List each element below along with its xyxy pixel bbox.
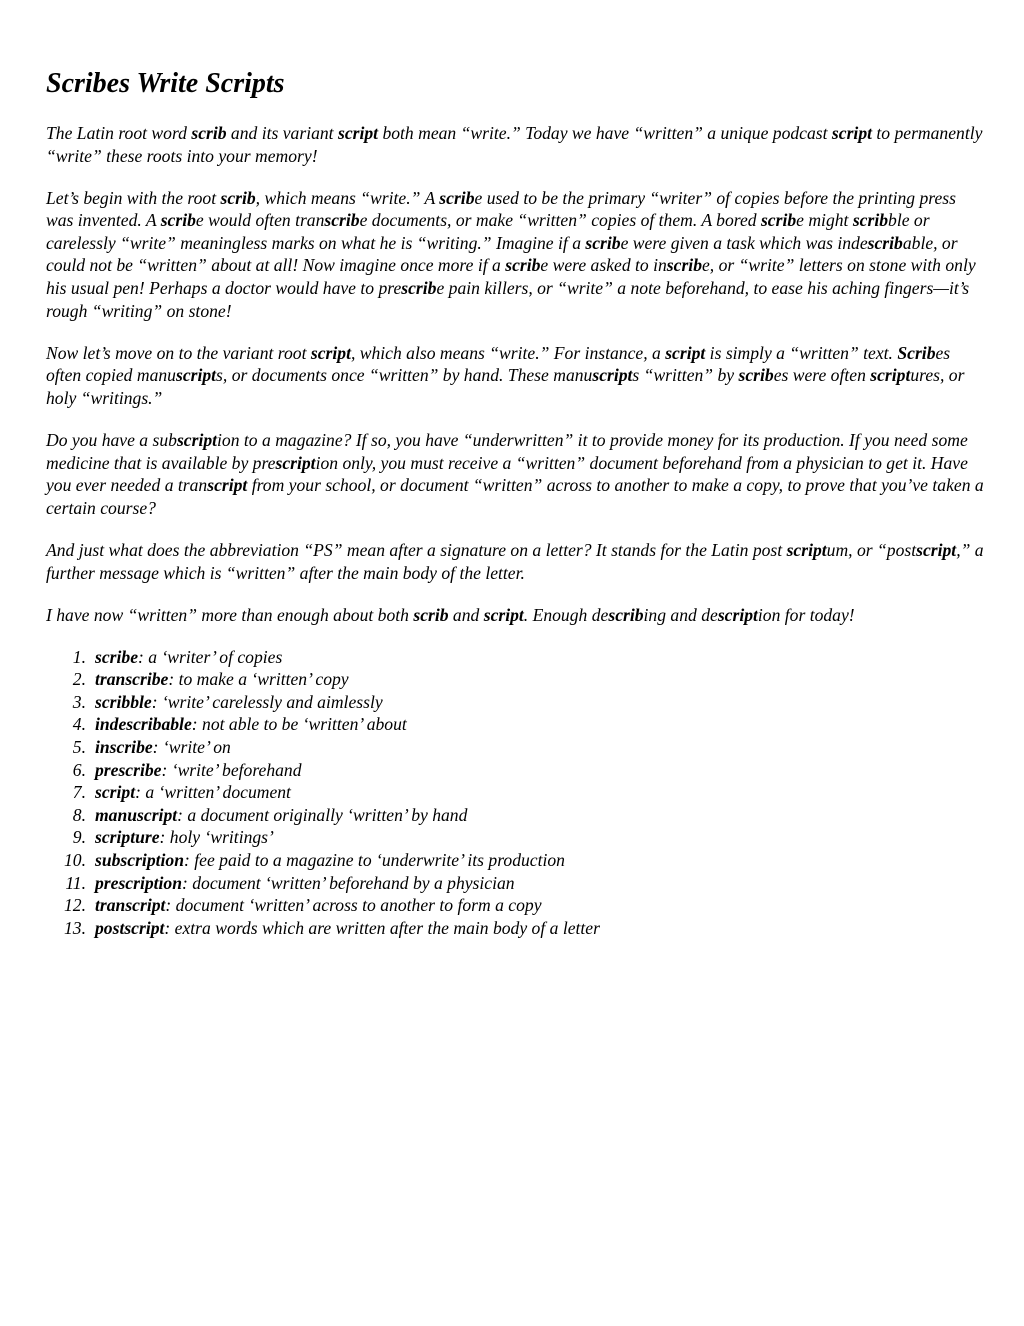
definition-term: prescription [95, 872, 182, 893]
paragraph-text: both mean “write.” Today we have “written” a unique podcast [378, 123, 832, 143]
root-emphasis: scrib [191, 123, 227, 143]
root-emphasis: scrib [401, 278, 437, 299]
paragraph-text: to permanently “write” these roots into your memory! [46, 123, 983, 166]
paragraph [46, 187, 986, 323]
paragraph [46, 122, 986, 167]
paragraph-text: Do you have a sub [46, 430, 177, 451]
definition-item [46, 826, 986, 849]
definition-number: 4. [72, 714, 86, 735]
paragraph [46, 342, 986, 410]
definition-text: : extra words which are written after the main body of a letter [164, 917, 600, 938]
document-page [46, 66, 986, 939]
definition-term: scribe [95, 646, 138, 667]
definition-text: : holy ‘writings’ [159, 827, 274, 848]
paragraph-text: ion for today! [757, 604, 855, 625]
definition-term: subscription [95, 850, 184, 871]
root-emphasis: scrib [760, 210, 797, 231]
paragraph-text: ble or carelessly “write” meaningless marks on what he is “writing.” Imagine if a [46, 210, 930, 253]
paragraph-text: s, or documents once “written” by hand. These manu [216, 365, 593, 386]
paragraph-text: The Latin root word [46, 123, 192, 143]
root-emphasis: scrib [585, 232, 621, 253]
definition-number: 10. [64, 850, 86, 871]
root-emphasis: script [483, 604, 524, 625]
root-emphasis: script [717, 604, 758, 625]
paragraph-text: ion to a magazine? If so, you have “underwritten” it to provide money for its production. If you need some medicine that is available by pre [46, 430, 968, 473]
root-emphasis: scrib [324, 210, 360, 231]
definition-item [46, 691, 986, 714]
definition-number: 6. [72, 759, 86, 780]
paragraph-text: ion only, you must receive a “written” document beforehand from a physician to get it. Have you ever needed a tran [46, 452, 968, 496]
paragraph-text: Let’s begin with the root [46, 187, 221, 208]
definition-item [46, 668, 986, 691]
paragraph-text: e were asked to in [540, 255, 667, 276]
paragraph-text: I have now “written” more than enough about both [46, 604, 414, 625]
definition-item [46, 736, 986, 759]
definition-term: postscript [95, 917, 165, 938]
paragraph-text: is simply a “written” text. [705, 342, 898, 363]
root-emphasis: scrib [505, 255, 541, 276]
paragraph-text: Now let’s move on to the variant root [46, 342, 311, 363]
definition-item [46, 646, 986, 669]
definition-term: manuscript [95, 804, 178, 825]
paragraph-text: s “written” by [632, 365, 739, 386]
root-emphasis: script [870, 365, 911, 386]
root-emphasis: script [175, 365, 217, 386]
paragraph [46, 429, 986, 519]
definition-text: : ‘write’ beforehand [161, 759, 302, 780]
definition-text: : not able to be ‘written’ about [191, 714, 407, 735]
paragraph-text: and [448, 604, 484, 625]
root-emphasis: scrib [852, 210, 889, 231]
definition-item [46, 849, 986, 872]
paragraph-text: ,” a further message which is “written” after the main body of the letter. [46, 539, 984, 583]
root-emphasis: scrib [867, 232, 903, 253]
definition-term: transcript [95, 895, 166, 916]
paragraph-text: and its variant [226, 123, 338, 143]
definition-item [46, 804, 986, 827]
definition-term: scribble [95, 691, 152, 712]
root-emphasis: script [831, 123, 872, 143]
definition-term: transcribe [95, 669, 169, 690]
paragraph [46, 604, 986, 627]
root-emphasis: scrib [738, 365, 774, 386]
definition-text: : to make a ‘written’ copy [168, 669, 349, 690]
paragraph-text: , which also means “write.” For instance, a [350, 342, 666, 363]
definition-number: 13. [64, 917, 86, 938]
definition-text: : a ‘writer’ of copies [138, 646, 283, 667]
definition-term: indescribable [95, 714, 192, 735]
paragraph-text: And just what does the abbreviation “PS” mean after a signature on a letter? It stands for the Latin post [46, 539, 787, 560]
definition-item [46, 894, 986, 917]
root-emphasis: script [176, 430, 218, 451]
root-emphasis: script [207, 475, 248, 496]
root-emphasis: Scrib [897, 342, 936, 363]
paragraph-text: um, or “post [826, 539, 917, 560]
paragraph-text: ures, or holy “writings.” [46, 365, 965, 408]
definition-text: : document ‘written’ across to another to form a copy [165, 895, 542, 916]
paragraph-text: e documents, or make “written” copies of them. A bored [359, 210, 761, 231]
paragraph-text: e used to be the primary “writer” of copies before the printing press was invented. A [46, 187, 956, 231]
root-emphasis: scrib [608, 604, 644, 625]
paragraph-text: . Enough de [523, 604, 609, 625]
root-emphasis: scrib [666, 255, 702, 276]
paragraph-text: e might [796, 210, 853, 231]
definition-item [46, 713, 986, 736]
definition-number: 5. [72, 737, 86, 758]
definition-number: 2. [72, 669, 86, 690]
paragraph-text: e would often tran [195, 210, 325, 231]
definition-list [46, 646, 986, 940]
paragraph-text: e, or “write” letters on stone with only his usual pen! Perhaps a doctor would have to pre [46, 255, 976, 299]
definition-number: 11. [65, 872, 86, 893]
root-emphasis: script [916, 539, 957, 560]
definition-number: 7. [72, 782, 86, 803]
paragraph-text: ing and de [643, 604, 718, 625]
paragraph-text: e were given a task which was inde [620, 232, 868, 253]
paragraph-text: , which means “write.” A [255, 187, 440, 208]
paragraph-text: from your school, or document “written” across to another to make a copy, to prove that you’ve taken a certain course? [46, 475, 984, 518]
definition-item [46, 759, 986, 782]
paragraph-text: es were often [773, 365, 871, 386]
definition-text: : a ‘written’ document [135, 782, 291, 803]
root-emphasis: script [786, 539, 827, 560]
root-emphasis: scrib [413, 604, 449, 625]
definition-item [46, 781, 986, 804]
definition-term: prescribe [95, 759, 162, 780]
document-title: Scribes Write Scripts [46, 68, 285, 99]
definition-term: inscribe [95, 737, 153, 758]
root-emphasis: script [592, 365, 633, 386]
definition-number: 3. [72, 691, 86, 712]
definition-number: 12. [64, 895, 86, 916]
root-emphasis: script [275, 452, 316, 473]
paragraph-text: es often copied manu [46, 342, 951, 386]
paragraph-text: able, or could not be “written” about at all! Now imagine once more if a [46, 232, 958, 276]
root-emphasis: scrib [160, 210, 196, 231]
body-text [46, 122, 986, 626]
root-emphasis: scrib [439, 187, 475, 208]
definition-number: 8. [72, 804, 86, 825]
definition-number: 9. [72, 827, 86, 848]
definition-text: : document ‘written’ beforehand by a physician [182, 872, 515, 893]
definition-text: : ‘write’ on [152, 737, 231, 758]
definition-item [46, 872, 986, 895]
root-emphasis: scrib [220, 187, 256, 208]
definition-item [46, 917, 986, 940]
root-emphasis: script [665, 342, 706, 363]
definition-text: : fee paid to a magazine to ‘underwrite’ its production [183, 850, 565, 871]
definition-text: : a document originally ‘written’ by hand [177, 804, 468, 825]
definition-number: 1. [72, 646, 86, 667]
root-emphasis: script [310, 342, 351, 363]
definition-term: scripture [95, 827, 160, 848]
paragraph-text: e pain killers, or “write” a note beforehand, to ease his aching fingers—it’s rough “writing” on stone! [46, 278, 970, 321]
paragraph [46, 539, 986, 584]
definition-term: script [95, 782, 136, 803]
root-emphasis: script [337, 123, 379, 143]
definition-text: : ‘write’ carelessly and aimlessly [151, 691, 383, 712]
